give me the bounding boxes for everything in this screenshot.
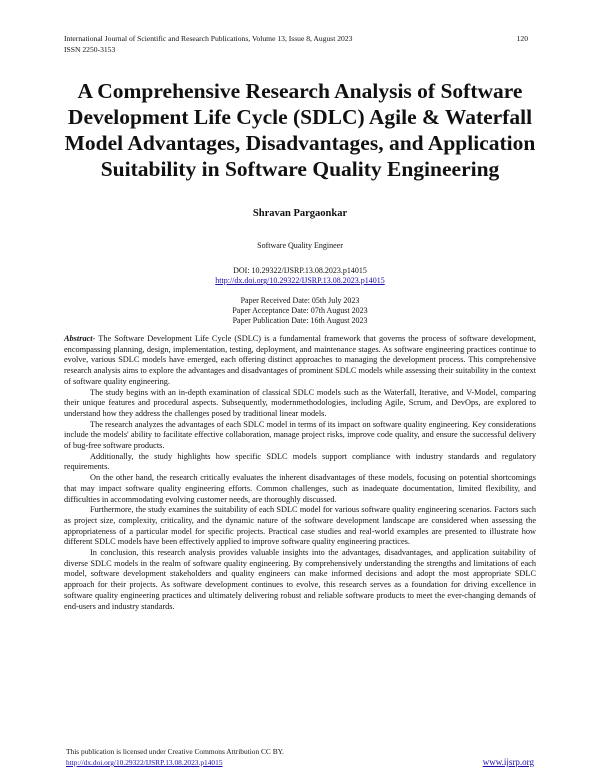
acceptance-date: Paper Acceptance Date: 07th August 2023 [232,306,368,315]
running-header [64,34,352,55]
license-note: This publication is licensed under Creative Commons Attribution CC BY. [66,747,284,756]
author-affiliation: Software Quality Engineer [257,241,343,250]
doi-text: DOI: 10.29322/IJSRP.13.08.2023.p14015 [233,266,367,275]
abstract-paragraph-1: The Software Development Life Cycle (SDLC) is a fundamental framework that governs the process of software development, encompassing planning, design, implementation, testing, deployment, and maintenance stages. As software engineering practices continue to evolve, various SDLC models have emerged, each offering distinct approaches to managing the development process. This comprehensive research analysis aims to explore the advantages and disadvantages of prominent SDLC models while assessing their suitability in the context of software quality engineering. [64,334,536,386]
abstract-paragraph-3: The research analyzes the advantages of each SDLC model in terms of its impact on software quality engineering. Key considerations include the models' ability to facilitate effective collaboration, manage project risks, improve code quality, and ensure the successful delivery of bug-free software products. [64,419,536,451]
issn: ISSN 2250-3153 [64,44,116,54]
footer-doi-link[interactable]: http://dx.doi.org/10.29322/IJSRP.13.08.2023.p14015 [66,758,223,767]
publication-date: Paper Publication Date: 16th August 2023 [232,316,368,325]
abstract [64,334,536,612]
journal-website-link[interactable]: www.ijsrp.org [482,757,534,767]
abstract-paragraph-5: On the other hand, the research critically evaluates the inherent disadvantages of these models, focusing on potential shortcomings that may impact software quality engineering efforts. Common challenges, such as inadequate documentation, limited flexibility, and difficulties in accommodating evolving customer needs, are thoroughly discussed. [64,473,536,504]
doi-block [0,266,600,286]
abstract-paragraph-7: In conclusion, this research analysis provides valuable insights into the advantages, disadvantages, and application suitability of diverse SDLC models in the realm of software quality engineering. By comprehensively understanding the strengths and limitations of each model, software development stakeholders and quality engineers can make informed decisions and adopt the most appropriate SDLC approach for their projects. As software development continues to evolve, this research serves as a foundation for driving excellence in software quality engineering practices and ultimately delivering robust and reliable software products to meet the ever-changing demands of end-users and industry standards. [64,548,536,611]
abstract-paragraph-2: The study begins with an in-depth examination of classical SDLC models such as the Waterfall, Iterative, and V-Model, comparing their unique features and procedural aspects. Subsequently, modernmethodologies, including Agile, Scrum, and DevOps, are explored to understand how they address the challenges posed by traditional linear models. [64,387,536,418]
abstract-paragraph [64,334,536,388]
abstract-paragraph-6: Furthermore, the study examines the suitability of each SDLC model for various software quality engineering scenarios. Factors such as project size, complexity, criticality, and the dynamic nature of the software development landscape are considered when assessing the appropriateness of a particular model for specific projects. Practical case studies and real-world examples are presented to illustrate how different SDLC models have been effectively applied to improve software quality engineering practices. [64,505,536,547]
paper-dates [0,296,600,326]
paper-title: A Comprehensive Research Analysis of Software Development Life Cycle (SDLC) Agile & Waterfall Model Advantages, Disadvantages, and Application Suitability in Software Quality Engineering [64,79,536,181]
author-name: Shravan Pargaonkar [252,208,348,219]
received-date: Paper Received Date: 05th July 2023 [240,296,360,305]
abstract-paragraph-4: Additionally, the study highlights how specific SDLC models support compliance with industry standards and regulatory requirements. [64,451,536,472]
journal-name: International Journal of Scientific and Research Publications, Volume 13, Issue 8, August 2023 [64,34,353,43]
abstract-heading: Abstract- [64,334,96,343]
page-number: 120 [516,34,528,43]
doi-link[interactable]: http://dx.doi.org/10.29322/IJSRP.13.08.2023.p14015 [215,276,385,285]
